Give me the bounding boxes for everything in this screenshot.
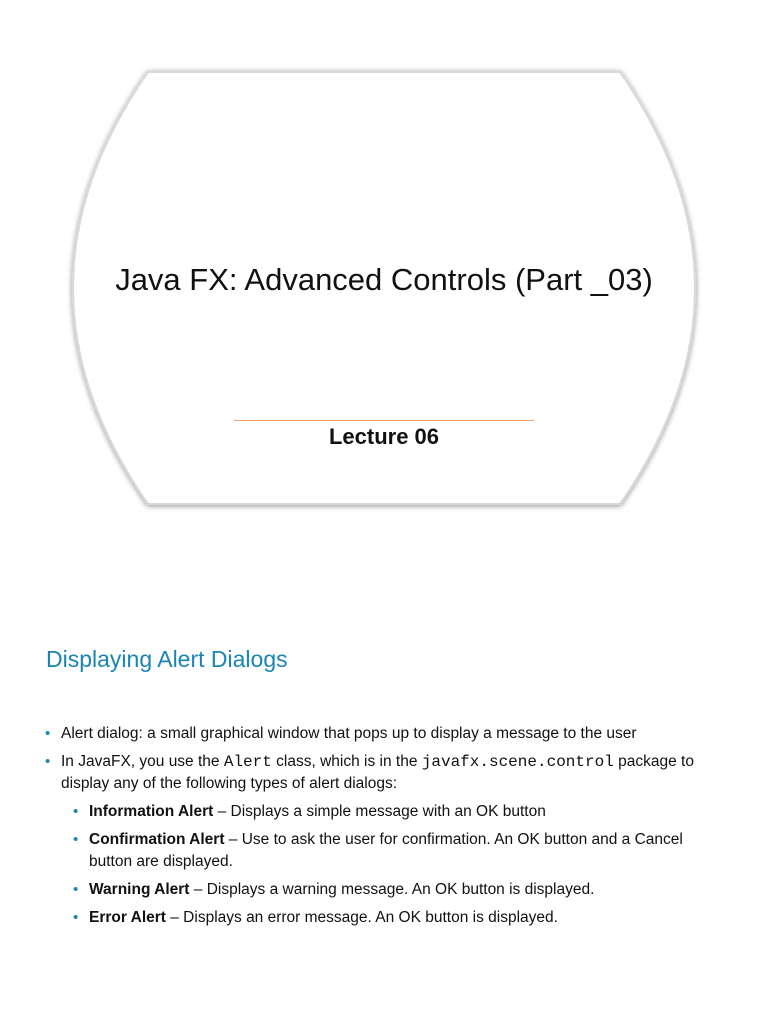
alert-type-term: Error Alert (89, 909, 166, 926)
code-alert: Alert (223, 753, 272, 771)
slide-subtitle: Lecture 06 (328, 424, 440, 449)
content-slide (0, 560, 768, 1024)
bullet-list (0, 723, 768, 935)
sub-bullet-item (0, 879, 768, 901)
alert-type-desc: – Displays an error message. An OK button is displayed. (165, 909, 558, 926)
bullet-dot-icon: • (45, 725, 51, 742)
alert-type-desc: – Displays a simple message with an OK button (213, 803, 546, 820)
code-package: javafx.scene.control (421, 753, 614, 771)
title-divider (234, 420, 534, 421)
alert-type-desc: – Use to ask the user for confirmation. An OK button and a Cancel button are displayed. (89, 831, 683, 870)
bullet-text-post: package to display any of the following types of alert dialogs: (61, 753, 694, 792)
bullet-dot-icon: • (45, 753, 51, 770)
bullet-text-mid: class, which is in the (271, 753, 422, 770)
alert-type-term: Confirmation Alert (89, 831, 225, 848)
bullet-dot-icon: • (73, 831, 79, 848)
sub-bullet-item (0, 907, 768, 929)
slide-title: Java FX: Advanced Controls (Part _03) (115, 262, 653, 297)
section-heading: Displaying Alert Dialogs (46, 646, 288, 672)
bullet-dot-icon: • (73, 803, 79, 820)
alert-type-term: Warning Alert (89, 881, 190, 898)
alert-type-term: Information Alert (89, 803, 214, 820)
sub-bullet-item (0, 801, 768, 823)
bullet-dot-icon: • (73, 909, 79, 926)
bullet-text-pre: In JavaFX, you use the (61, 753, 224, 770)
bullet-item (0, 723, 768, 745)
bullet-dot-icon: • (73, 881, 79, 898)
bullet-text: Alert dialog: a small graphical window that pops up to display a message to the user (61, 725, 637, 742)
sub-bullet-item (0, 829, 768, 873)
bullet-item (0, 751, 768, 795)
alert-type-desc: – Displays a warning message. An OK button is displayed. (189, 881, 595, 898)
